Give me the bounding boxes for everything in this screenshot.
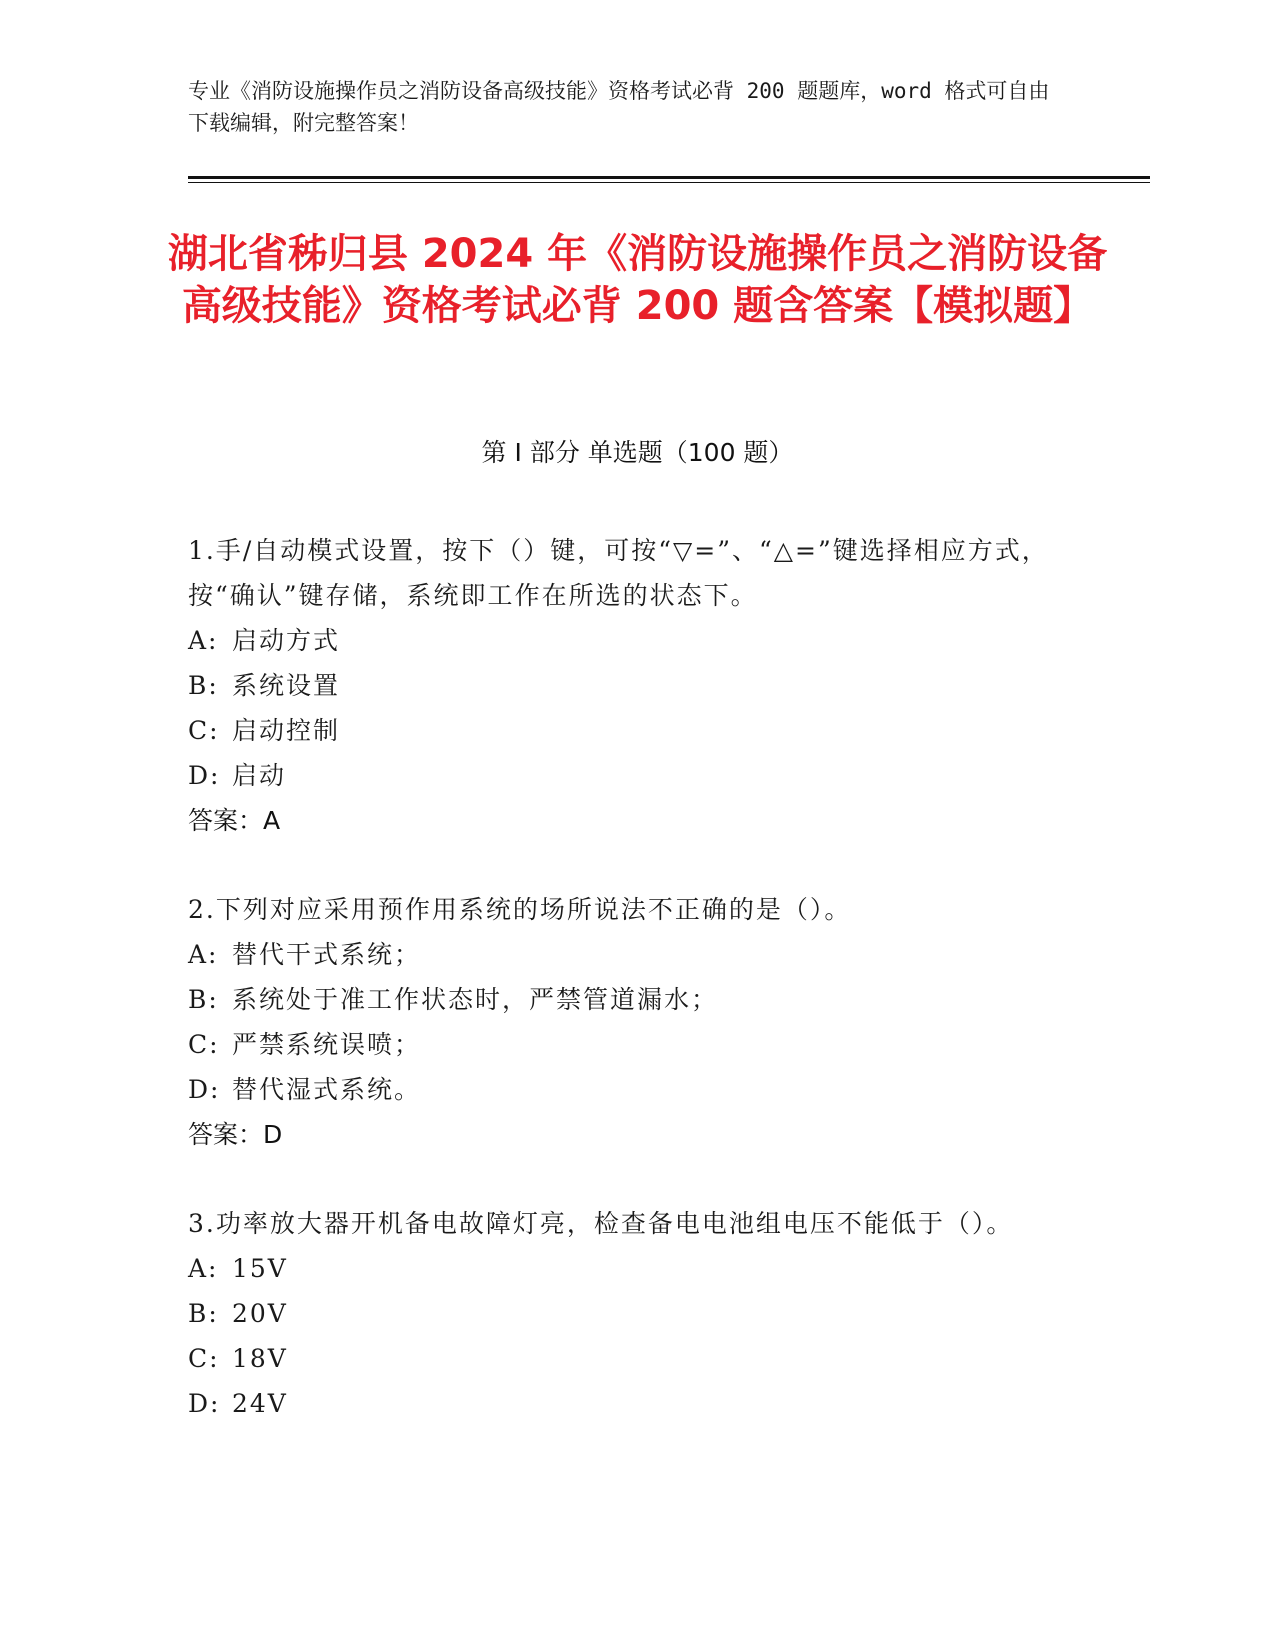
option-letter: A: xyxy=(188,940,219,969)
option-letter: B: xyxy=(188,985,219,1014)
option-d xyxy=(188,1381,1068,1426)
option-letter: A: xyxy=(188,626,219,655)
option-text: 系统设置 xyxy=(232,671,341,700)
question-stem: 1.手/自动模式设置，按下（）键，可按“▽=”、“△=”键选择相应方式，按“确认”键存储，系统即工作在所选的状态下。 xyxy=(188,536,1049,610)
option-letter: B: xyxy=(188,1299,219,1328)
option-letter: C: xyxy=(188,1344,220,1373)
section-heading: 第 I 部分 单选题（100 题） xyxy=(481,438,794,467)
option-letter: B: xyxy=(188,671,219,700)
option-text: 24V xyxy=(232,1389,288,1418)
option-text: 替代湿式系统。 xyxy=(232,1075,422,1104)
question-stem: 2.下列对应采用预作用系统的场所说法不正确的是（）。 xyxy=(188,895,852,924)
option-letter: D: xyxy=(188,1075,221,1104)
option-a xyxy=(188,932,1068,977)
question-1 xyxy=(188,528,1068,843)
question-2 xyxy=(188,887,1068,1157)
question-stem: 3.功率放大器开机备电故障灯亮，检查备电电池组电压不能低于（）。 xyxy=(188,1209,1014,1238)
option-text: 严禁系统误喷； xyxy=(232,1030,422,1059)
header-note: 专业《消防设施操作员之消防设备高级技能》资格考试必背 200 题题库，word 格式可自由下载编辑，附完整答案！ xyxy=(188,79,1050,135)
question-list xyxy=(188,528,1068,1470)
answer-line: 答案：D xyxy=(188,1120,283,1149)
option-letter: D: xyxy=(188,1389,221,1418)
option-c xyxy=(188,1336,1068,1381)
option-letter: A: xyxy=(188,1254,219,1283)
question-3 xyxy=(188,1201,1068,1426)
option-a xyxy=(188,1246,1068,1291)
option-d xyxy=(188,1067,1068,1112)
answer-line: 答案：A xyxy=(188,806,281,835)
option-text: 替代干式系统； xyxy=(232,940,422,969)
option-a xyxy=(188,618,1068,663)
option-text: 启动 xyxy=(232,761,287,790)
option-letter: C: xyxy=(188,1030,220,1059)
option-text: 18V xyxy=(232,1344,288,1373)
document-title: 湖北省秭归县 2024 年《消防设施操作员之消防设备高级技能》资格考试必背 200 题含答案【模拟题】 xyxy=(167,231,1108,329)
option-b xyxy=(188,977,1068,1022)
header-divider-thin xyxy=(188,182,1150,183)
option-text: 系统处于准工作状态时，严禁管道漏水； xyxy=(232,985,719,1014)
option-text: 启动方式 xyxy=(232,626,341,655)
option-text: 20V xyxy=(232,1299,288,1328)
option-text: 启动控制 xyxy=(232,716,341,745)
option-d xyxy=(188,753,1068,798)
option-b xyxy=(188,1291,1068,1336)
option-letter: D: xyxy=(188,761,221,790)
header-divider-thick xyxy=(188,176,1150,179)
option-c xyxy=(188,708,1068,753)
option-letter: C: xyxy=(188,716,220,745)
option-text: 15V xyxy=(232,1254,288,1283)
option-c xyxy=(188,1022,1068,1067)
option-b xyxy=(188,663,1068,708)
